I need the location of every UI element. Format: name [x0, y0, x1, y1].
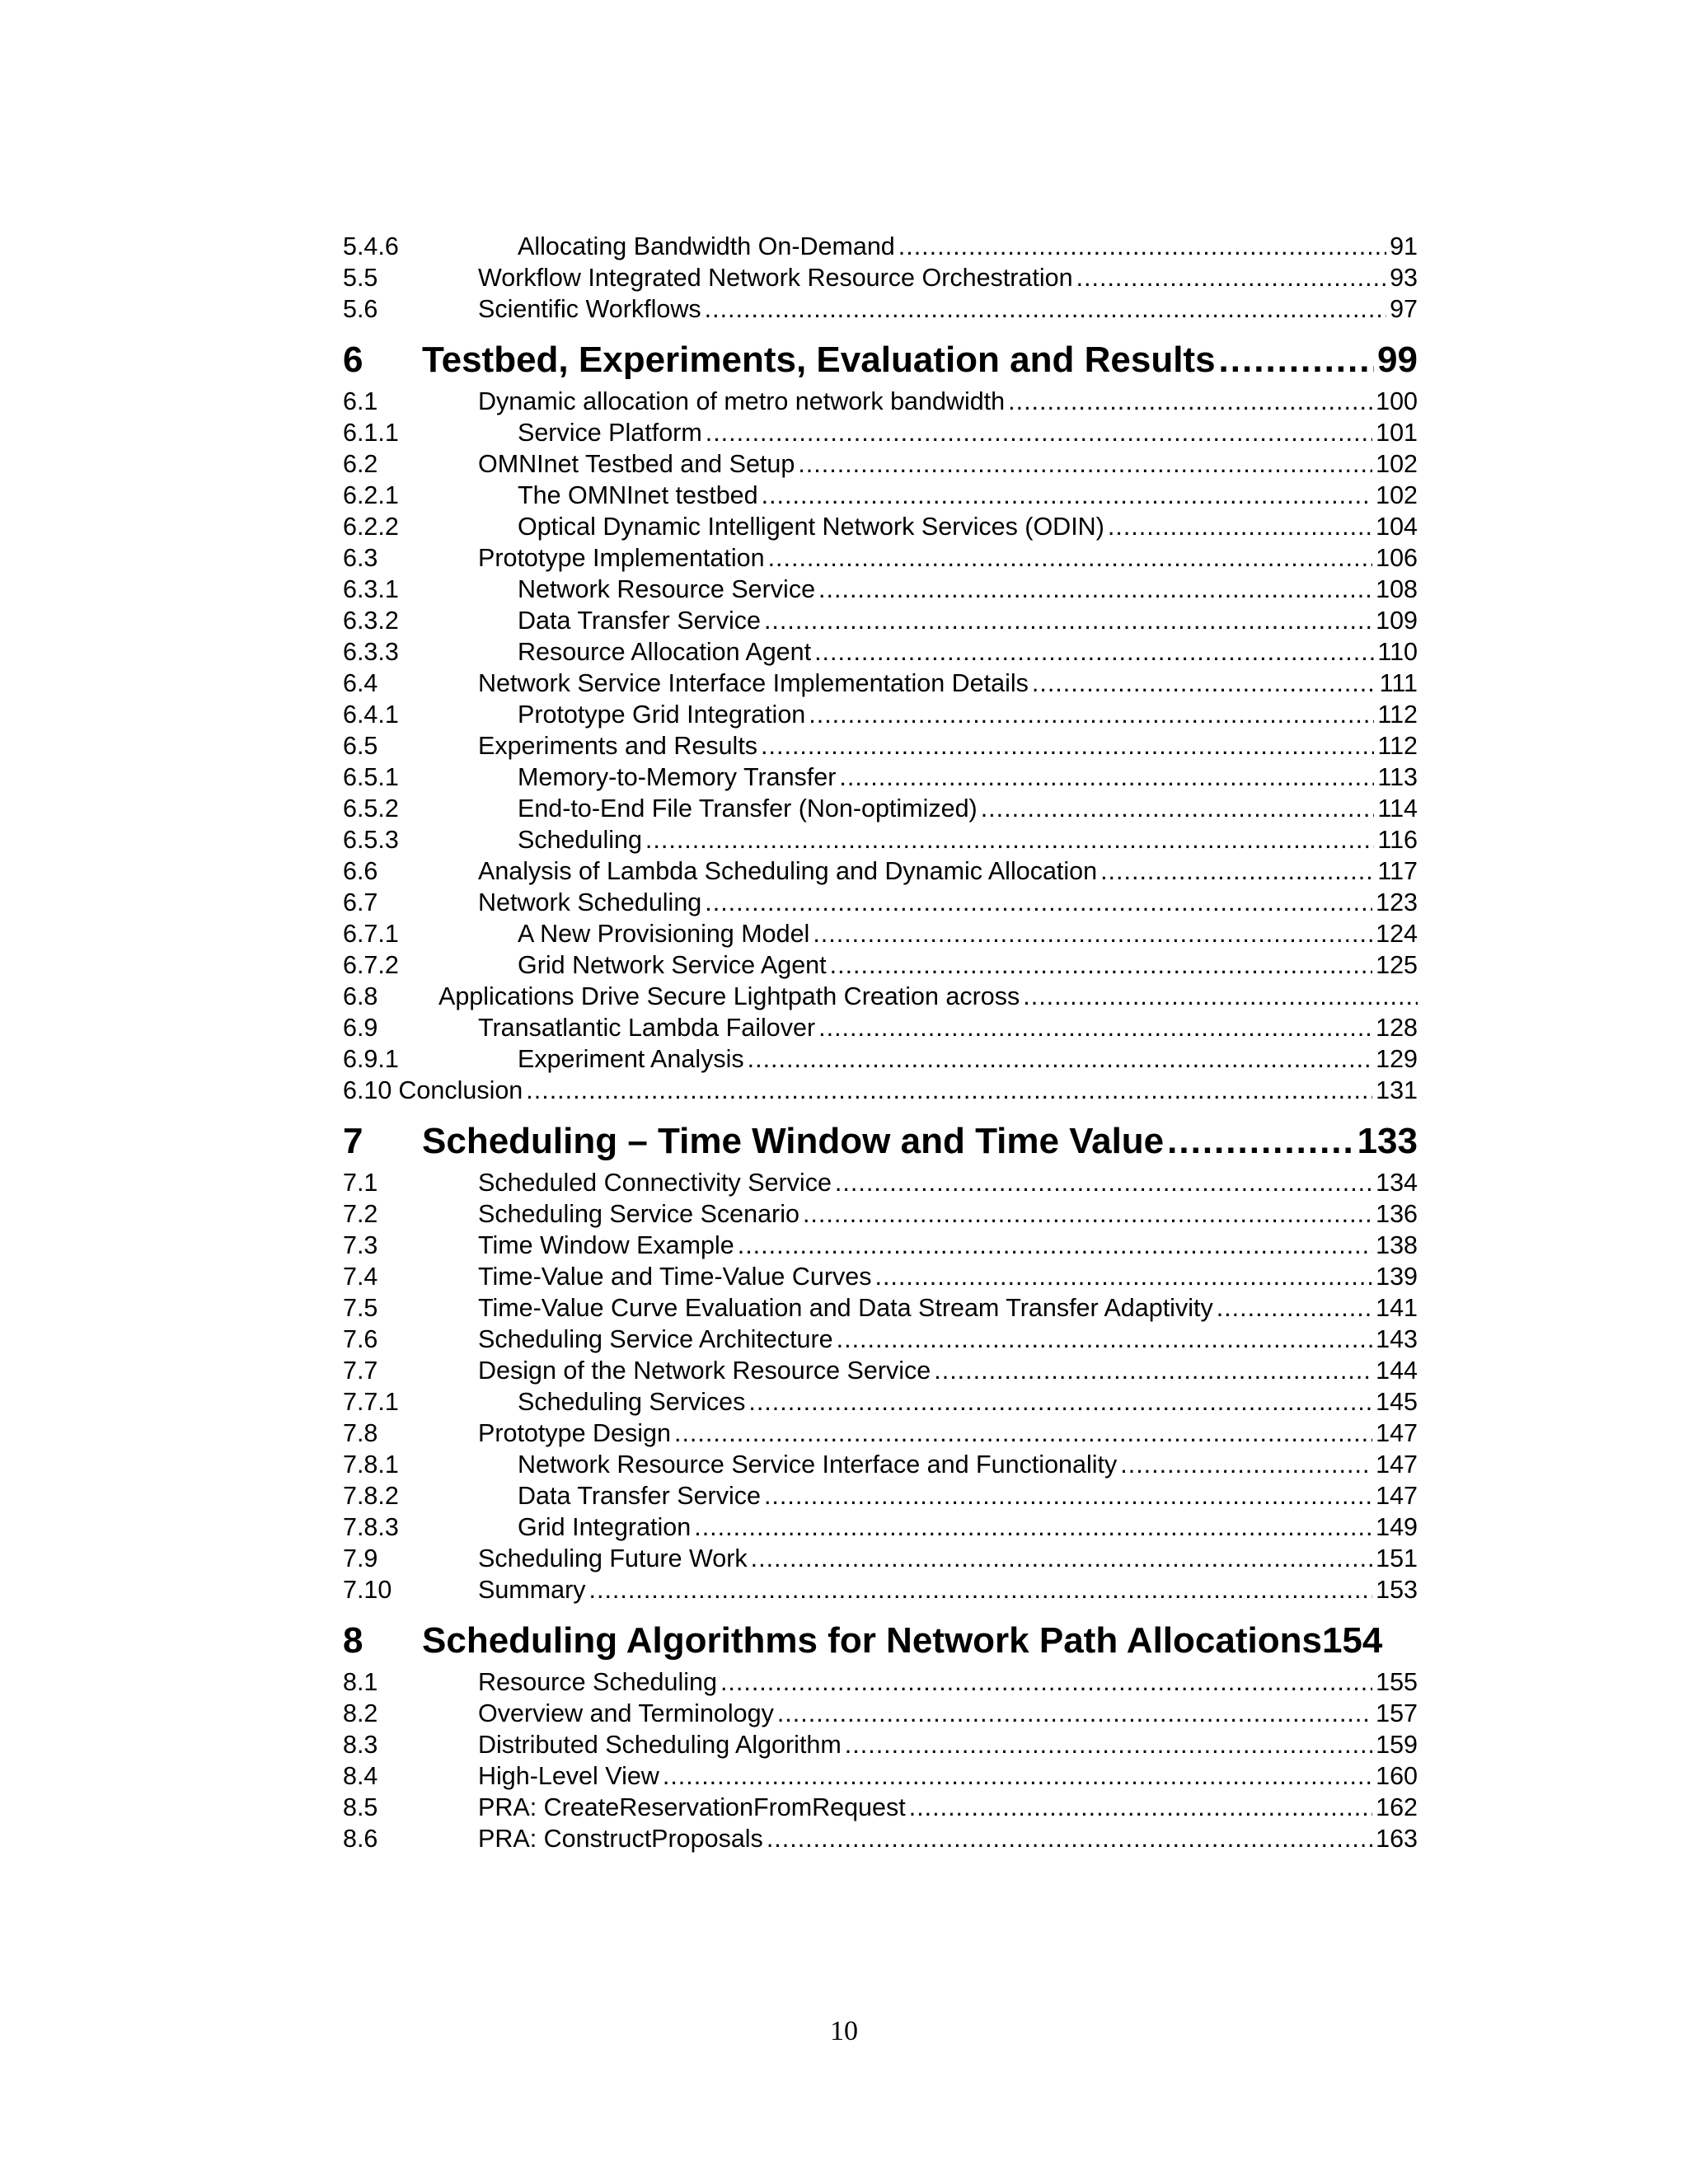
toc-page-number: 147 — [1376, 1482, 1418, 1510]
toc-section-number: 7.8.1 — [343, 1451, 399, 1479]
toc-entry[interactable] — [343, 1451, 1418, 1482]
toc-entry[interactable] — [343, 888, 1418, 920]
toc-section-title: Workflow Integrated Network Resource Orchestration — [478, 264, 1073, 292]
toc-dot-leader — [762, 481, 1373, 510]
toc-section-title: Network Resource Service Interface and Functionality — [518, 1451, 1118, 1479]
toc-entry[interactable] — [343, 1731, 1418, 1762]
toc-entry[interactable] — [343, 1576, 1418, 1607]
toc-entry[interactable] — [343, 1357, 1418, 1388]
toc-section-title: Time-Value and Time-Value Curves — [478, 1263, 872, 1291]
toc-section-title: Experiment Analysis — [518, 1045, 744, 1073]
toc-section-title: Scheduling Algorithms for Network Path Allocations — [422, 1620, 1322, 1661]
toc-section-number: 8.1 — [343, 1668, 378, 1696]
toc-page-number: 101 — [1376, 419, 1418, 447]
toc-section-number: 6.3.2 — [343, 607, 399, 635]
toc-section-number: 7.4 — [343, 1263, 378, 1291]
toc-page-number: 147 — [1376, 1419, 1418, 1447]
toc-entry[interactable] — [343, 1294, 1418, 1325]
toc-entry[interactable] — [343, 387, 1418, 419]
toc-page-number: 139 — [1376, 1263, 1418, 1291]
toc-section-number: 7.7 — [343, 1357, 378, 1385]
toc-entry[interactable] — [343, 982, 1418, 1014]
toc-entry[interactable] — [343, 951, 1418, 982]
toc-section-title: A New Provisioning Model — [518, 920, 810, 948]
toc-section-number: 7 — [343, 1121, 363, 1161]
toc-entry[interactable] — [343, 1793, 1418, 1825]
toc-dot-leader — [589, 1576, 1373, 1605]
toc-page-number: 106 — [1376, 544, 1418, 572]
toc-entry[interactable] — [343, 1668, 1418, 1699]
toc-page-number: 124 — [1376, 920, 1418, 948]
toc-page-number: 155 — [1376, 1668, 1418, 1696]
toc-dot-leader — [818, 1014, 1372, 1043]
toc-dot-leader — [705, 888, 1372, 917]
toc-dot-leader — [1032, 669, 1376, 698]
toc-entry[interactable] — [343, 1825, 1418, 1856]
toc-section-number: 7.1 — [343, 1169, 378, 1197]
toc-page-number: 111 — [1379, 669, 1418, 697]
toc-entry[interactable] — [343, 544, 1418, 575]
toc-entry[interactable] — [343, 607, 1418, 638]
toc-section-number: 7.8.3 — [343, 1513, 399, 1541]
toc-page-number: 143 — [1376, 1325, 1418, 1353]
toc-dot-leader — [705, 295, 1386, 324]
toc-section-number: 6.9 — [343, 1014, 378, 1042]
toc-page-number: 147 — [1376, 1451, 1418, 1479]
toc-entry[interactable] — [343, 763, 1418, 794]
toc-section-number: 6.3.3 — [343, 638, 399, 666]
toc-dot-leader — [645, 826, 1374, 855]
toc-section-title: Analysis of Lambda Scheduling and Dynamic Allocation — [478, 857, 1098, 885]
toc-entry[interactable] — [343, 481, 1418, 513]
toc-entry[interactable] — [343, 419, 1418, 450]
toc-dot-leader — [798, 450, 1372, 479]
toc-entry[interactable] — [343, 794, 1418, 826]
toc-dot-leader — [764, 1482, 1372, 1511]
toc-page-number: 136 — [1376, 1200, 1418, 1228]
toc-dot-leader — [764, 607, 1372, 635]
toc-dot-leader — [748, 1045, 1372, 1074]
toc-entry[interactable] — [343, 920, 1418, 951]
toc-dot-leader — [1219, 340, 1375, 381]
toc-page-number: 93 — [1390, 264, 1418, 292]
toc-page-number: 108 — [1376, 575, 1418, 603]
toc-section-title: High-Level View — [478, 1762, 659, 1790]
toc-dot-leader — [663, 1762, 1372, 1791]
toc-section-number: 6.7.2 — [343, 951, 399, 979]
toc-section-number: 7.8 — [343, 1419, 378, 1447]
toc-entry[interactable] — [343, 701, 1418, 732]
toc-section-title: Data Transfer Service — [518, 607, 761, 635]
toc-dot-leader — [1076, 264, 1387, 293]
toc-entry[interactable] — [343, 1231, 1418, 1263]
toc-section-title: Memory-to-Memory Transfer — [518, 763, 837, 791]
toc-section-title: Prototype Design — [478, 1419, 671, 1447]
toc-section-title: Resource Allocation Agent — [518, 638, 812, 666]
toc-section-title: Allocating Bandwidth On-Demand — [518, 232, 895, 260]
toc-section-number: 8.3 — [343, 1731, 378, 1759]
toc-section-title: Dynamic allocation of metro network bandwidth — [478, 387, 1006, 415]
toc-page-number: 112 — [1377, 732, 1418, 760]
toc-dot-leader — [909, 1793, 1372, 1822]
toc-dot-leader — [814, 638, 1374, 667]
toc-dot-leader — [1217, 1294, 1372, 1323]
toc-dot-leader — [767, 1825, 1372, 1854]
toc-dot-leader — [874, 1263, 1372, 1291]
toc-page-number: 116 — [1377, 826, 1418, 854]
toc-page-number: 125 — [1376, 951, 1418, 979]
toc-entry[interactable] — [343, 1045, 1418, 1076]
toc-section-number: 5.6 — [343, 295, 378, 323]
toc-section-number: 6.5.2 — [343, 794, 399, 823]
toc-dot-leader — [1167, 1121, 1353, 1162]
toc-section-number: 6.5.1 — [343, 763, 399, 791]
toc-section-title: Transatlantic Lambda Failover — [478, 1014, 816, 1042]
toc-entry[interactable] — [343, 513, 1418, 544]
toc-section-number: 7.7.1 — [343, 1388, 399, 1416]
toc-entry[interactable] — [343, 857, 1418, 888]
toc-section-title: End-to-End File Transfer (Non-optimized) — [518, 794, 978, 823]
toc-section-number: 6.1 — [343, 387, 378, 415]
toc-entry[interactable] — [343, 638, 1418, 669]
toc-section-number: 6.7 — [343, 888, 378, 916]
toc-section-number: 7.10 — [343, 1576, 392, 1604]
toc-section-title: Testbed, Experiments, Evaluation and Results — [422, 340, 1216, 380]
toc-page-number: 133 — [1357, 1121, 1418, 1161]
toc-section-number: 6.7.1 — [343, 920, 399, 948]
toc-dot-leader — [837, 1325, 1372, 1354]
toc-page-number: 138 — [1376, 1231, 1418, 1259]
toc-section-title: Scheduling Future Work — [478, 1544, 748, 1572]
toc-section-number: 6.4 — [343, 669, 378, 697]
toc-section-title: Scheduling Service Scenario — [478, 1200, 799, 1228]
toc-section-title: Distributed Scheduling Algorithm — [478, 1731, 842, 1759]
toc-entry[interactable] — [343, 1419, 1418, 1451]
toc-section-title: Prototype Grid Integration — [518, 701, 806, 729]
toc-page-number: 109 — [1376, 607, 1418, 635]
toc-entry[interactable] — [343, 1263, 1418, 1294]
table-of-contents — [343, 232, 1418, 1856]
toc-dot-leader — [761, 732, 1374, 761]
toc-section-title: Service Platform — [518, 419, 702, 447]
toc-page-number: 151 — [1376, 1544, 1418, 1572]
toc-section-number: 8.5 — [343, 1793, 378, 1821]
toc-dot-leader — [934, 1357, 1372, 1385]
toc-page-number: 104 — [1376, 513, 1418, 541]
toc-entry[interactable] — [343, 232, 1418, 264]
toc-dot-leader — [1108, 513, 1372, 541]
toc-dot-leader — [809, 701, 1374, 729]
toc-section-number: 8.2 — [343, 1699, 378, 1727]
toc-dot-leader — [1023, 982, 1418, 1011]
toc-section-title: Network Scheduling — [478, 888, 702, 916]
toc-section-title: Scheduling – Time Window and Time Value — [422, 1121, 1165, 1161]
toc-dot-leader — [803, 1200, 1372, 1229]
toc-page-number: 100 — [1376, 387, 1418, 415]
toc-entry[interactable] — [343, 1482, 1418, 1513]
toc-section-number: 5.5 — [343, 264, 378, 292]
toc-section-number: 6.2.2 — [343, 513, 399, 541]
toc-section-number: 6.9.1 — [343, 1045, 399, 1073]
toc-page-number: 102 — [1376, 450, 1418, 478]
toc-section-title: Overview and Terminology — [478, 1699, 774, 1727]
toc-entry[interactable] — [343, 575, 1418, 607]
toc-dot-leader — [738, 1231, 1372, 1260]
toc-section-number: 7.5 — [343, 1294, 378, 1322]
toc-page-number: 113 — [1377, 763, 1418, 791]
toc-section-number: 6.3.1 — [343, 575, 399, 603]
toc-page-number: 102 — [1376, 481, 1418, 509]
toc-section-title: Scheduled Connectivity Service — [478, 1169, 832, 1197]
toc-page-number: 91 — [1390, 232, 1418, 260]
toc-section-title: Grid Integration — [518, 1513, 692, 1541]
toc-section-title: Design of the Network Resource Service — [478, 1357, 931, 1385]
toc-section-title: Prototype Implementation — [478, 544, 765, 572]
toc-entry[interactable] — [343, 295, 1418, 326]
toc-section-title: Network Service Interface Implementation Details — [478, 669, 1029, 697]
toc-chapter-heading[interactable] — [343, 340, 1418, 386]
toc-section-title: Time Window Example — [478, 1231, 734, 1259]
toc-entry[interactable] — [343, 1762, 1418, 1793]
toc-entry[interactable] — [343, 1325, 1418, 1357]
toc-section-number: 6.8 — [343, 982, 378, 1010]
toc-entry[interactable] — [343, 1699, 1418, 1731]
toc-entry[interactable] — [343, 264, 1418, 295]
toc-dot-leader — [845, 1731, 1372, 1760]
toc-section-title: OMNInet Testbed and Setup — [478, 450, 795, 478]
toc-section-title: PRA: ConstructProposals — [478, 1825, 763, 1853]
toc-page-number: 154 — [1321, 1620, 1383, 1661]
toc-section-title: Applications Drive Secure Lightpath Creation across — [438, 982, 1020, 1010]
toc-page-number: 153 — [1376, 1576, 1418, 1604]
toc-entry[interactable] — [343, 1544, 1418, 1576]
toc-dot-leader — [1120, 1451, 1372, 1479]
toc-section-title: Scheduling Services — [518, 1388, 746, 1416]
toc-section-title: Optical Dynamic Intelligent Network Services (ODIN) — [518, 513, 1104, 541]
toc-section-number: 8.4 — [343, 1762, 378, 1790]
toc-section-title: Grid Network Service Agent — [518, 951, 827, 979]
toc-page-number: 157 — [1376, 1699, 1418, 1727]
toc-page-number: 110 — [1377, 638, 1418, 666]
toc-dot-leader — [818, 575, 1372, 604]
toc-page-number: 128 — [1376, 1014, 1418, 1042]
toc-entry[interactable] — [343, 826, 1418, 857]
toc-dot-leader — [839, 763, 1374, 792]
toc-section-title: PRA: CreateReservationFromRequest — [478, 1793, 906, 1821]
toc-section-number: 6.3 — [343, 544, 378, 572]
toc-dot-leader — [748, 1388, 1372, 1417]
toc-page-number: 131 — [1376, 1076, 1418, 1104]
toc-section-number: 6.6 — [343, 857, 378, 885]
toc-section-number: 6 — [343, 340, 363, 380]
toc-entry[interactable] — [343, 732, 1418, 763]
toc-page-number: 144 — [1376, 1357, 1418, 1385]
toc-dot-leader — [813, 920, 1372, 949]
toc-chapter-heading[interactable] — [343, 1121, 1418, 1167]
toc-page-number: 159 — [1376, 1731, 1418, 1759]
toc-section-number: 6.2.1 — [343, 481, 399, 509]
page-number: 10 — [830, 2016, 858, 2046]
toc-dot-leader — [526, 1076, 1372, 1105]
toc-section-number: 6.4.1 — [343, 701, 399, 729]
toc-section-number: 5.4.6 — [343, 232, 399, 260]
toc-page-number: 112 — [1377, 701, 1418, 729]
toc-dot-leader — [768, 544, 1373, 573]
toc-entry[interactable] — [343, 1076, 1418, 1108]
toc-chapter-heading[interactable] — [343, 1620, 1418, 1666]
toc-dot-leader — [1100, 857, 1374, 886]
toc-page-number: 163 — [1376, 1825, 1418, 1853]
toc-dot-leader — [720, 1668, 1372, 1697]
toc-page-number: 162 — [1376, 1793, 1418, 1821]
toc-entry[interactable] — [343, 1200, 1418, 1231]
toc-page-number: 114 — [1377, 794, 1418, 823]
toc-dot-leader — [898, 232, 1386, 261]
toc-section-title: Scheduling — [518, 826, 642, 854]
toc-section-number: 7.9 — [343, 1544, 378, 1572]
toc-entry[interactable] — [343, 1388, 1418, 1419]
toc-section-title: Time-Value Curve Evaluation and Data Stream Transfer Adaptivity — [478, 1294, 1213, 1322]
toc-entry[interactable] — [343, 450, 1418, 481]
toc-entry[interactable] — [343, 1014, 1418, 1045]
toc-section-number: 6.2 — [343, 450, 378, 478]
toc-entry[interactable] — [343, 1169, 1418, 1200]
toc-page-number: 129 — [1376, 1045, 1418, 1073]
toc-section-title: Experiments and Results — [478, 732, 758, 760]
toc-page-number: 134 — [1376, 1169, 1418, 1197]
toc-section-title: Scientific Workflows — [478, 295, 701, 323]
toc-page-number: 97 — [1390, 295, 1418, 323]
toc-page-number: 99 — [1377, 340, 1418, 380]
toc-page-number: 141 — [1376, 1294, 1418, 1322]
toc-section-title: Conclusion — [398, 1076, 523, 1104]
toc-section-number: 7.2 — [343, 1200, 378, 1228]
toc-section-number: 8.6 — [343, 1825, 378, 1853]
toc-section-title: The OMNInet testbed — [518, 481, 758, 509]
toc-dot-leader — [1008, 387, 1372, 416]
toc-entry[interactable] — [343, 669, 1418, 701]
toc-page-number: 160 — [1376, 1762, 1418, 1790]
toc-dot-leader — [706, 419, 1372, 448]
toc-dot-leader — [694, 1513, 1372, 1542]
toc-section-number: 6.10 — [343, 1076, 392, 1104]
toc-dot-leader — [981, 794, 1375, 823]
toc-dot-leader — [835, 1169, 1372, 1197]
toc-section-title: Scheduling Service Architecture — [478, 1325, 833, 1353]
toc-section-title: Summary — [478, 1576, 586, 1604]
toc-page-number: 117 — [1377, 857, 1418, 885]
toc-entry[interactable] — [343, 1513, 1418, 1544]
toc-section-number: 6.5.3 — [343, 826, 399, 854]
toc-dot-leader — [751, 1544, 1372, 1573]
toc-section-number: 6.1.1 — [343, 419, 399, 447]
toc-page-number: 123 — [1376, 888, 1418, 916]
toc-section-number: 7.3 — [343, 1231, 378, 1259]
toc-dot-leader — [830, 951, 1372, 980]
toc-page-number: 149 — [1376, 1513, 1418, 1541]
toc-dot-leader — [777, 1699, 1372, 1728]
toc-section-number: 8 — [343, 1620, 363, 1661]
toc-section-title: Network Resource Service — [518, 575, 816, 603]
toc-section-number: 7.8.2 — [343, 1482, 399, 1510]
toc-page-number: 145 — [1376, 1388, 1418, 1416]
toc-section-title: Data Transfer Service — [518, 1482, 761, 1510]
toc-section-number: 7.6 — [343, 1325, 378, 1353]
toc-dot-leader — [674, 1419, 1372, 1448]
toc-section-title: Resource Scheduling — [478, 1668, 717, 1696]
toc-section-number: 6.5 — [343, 732, 378, 760]
